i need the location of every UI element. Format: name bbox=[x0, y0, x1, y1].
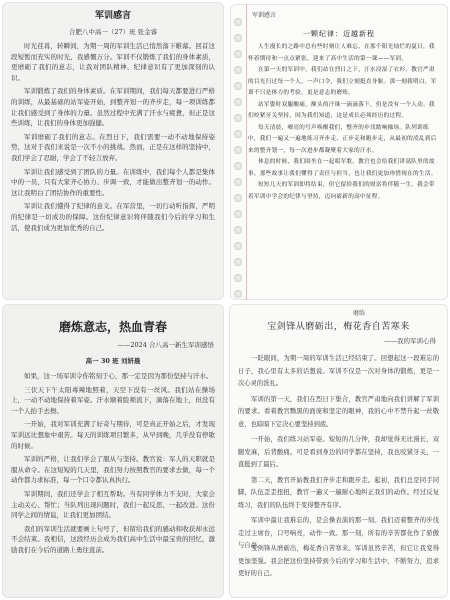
handwritten-notebook-photo bbox=[230, 4, 448, 300]
essay-paragraph: 我们的军训生活就要画上句号了，但留给我们的感动和收获却永远不会结束。我相信，这段经历会成为我们高中生活中最宝贵的回忆，激励我们在今后的道路上勇往直前。 bbox=[11, 524, 215, 554]
handwritten-paragraph: 短短几天的军训即将结束，但它留给我们的财富将伴随一生。我会带着军训中学会的纪律与坚持，迈向崭新的高中征程。 bbox=[248, 182, 435, 200]
essay-title: 军训感言 bbox=[94, 11, 131, 21]
printed-essay-photo bbox=[2, 2, 224, 300]
essay-paragraph: 军训让我们懂得了纪律的意义。在军营里，一切行动听指挥，严明的纪律是一切成功的保障。这份纪律意识将伴随我们今后的学习和生活，使我们成为更加优秀的自己。 bbox=[11, 202, 215, 232]
handwritten-paragraph: 站军姿时双腿酸痛，额头的汗珠一滴滴落下，但是没有一个人动。我们咬紧牙关坚持，因为我们知道，这是成长必须经历的过程。 bbox=[248, 101, 435, 119]
essay-paragraph: 如果，这一场军训令你铭刻于心，那一定是因为那份坚持与汗水。 bbox=[24, 372, 213, 380]
printed-essay-photo-2 bbox=[2, 304, 224, 598]
binder-holes bbox=[234, 18, 242, 290]
handwritten-paragraph: 每天清晨，嘹亮的号声唤醒我们，整齐的步伐踏响操场。队列训练中，我们一遍又一遍地练习齐步走、正步走和跑步走，从最初的凌乱到后来的整齐划一，每一次进步都凝聚着大家的汗水。 bbox=[248, 124, 437, 154]
margin-line bbox=[246, 4, 247, 300]
essay-paragraph: 军训期间，我们还学会了相互帮助。当有同学体力不支时，大家会主动关心、帮忙；当队列出现问题时，我们一起反思、一起改进。这份同学之间的情谊，让我们更加团结。 bbox=[11, 489, 215, 520]
essay-paragraph: 宝剑锋从磨砺出，梅花香自苦寒来。军训虽然辛苦，但它让我变得更加坚强。我会把这份坚持带到今后的学习和生活中，不断努力，追求更好的自己。 bbox=[238, 545, 439, 577]
essay-subtitle: ——2024 合八高一新生军训感悟 bbox=[117, 341, 214, 349]
essay-byline: ——我的军训心得 bbox=[384, 337, 436, 345]
essay-paragraph: 一开始，我们练习站军姿。短短的几分钟，我却觉得无比漫长，双腿发麻，后背酸痛。可是看到身边的同学都在坚持，我也咬紧牙关，一直挺到了最后。 bbox=[238, 436, 439, 468]
essay-title: 宝剑锋从磨砺出，梅花香自苦寒来 bbox=[267, 322, 410, 332]
handwritten-paragraph: 在第一天的军训中，我们站在烈日之下，汗水浸湿了衣衫。教官严肃的目光扫过每一个人，一声口令，我们立刻挺直身躯。那一刻我明白，军训不只是体力的考验，更是意志的磨炼。 bbox=[248, 67, 437, 96]
essay-paragraph: 三伏天下午太阳毒辣地照着，天空下没有一丝风。我们站在操场上，一动不动地保持着军姿。汗水顺着脸颊流下，滴落在地上，但没有一个人抬手去擦。 bbox=[11, 385, 215, 415]
notebook-title: 一颗纪律：迈越新程 bbox=[303, 30, 375, 38]
handwritten-paragraph: 休息的时候，我们围坐在一起唱军歌，教官也会给我们讲部队里的故事。那些故事让我们懂得了责任与担当，也让我们更加珍惜现在的生活。 bbox=[248, 159, 437, 177]
typed-essay-photo bbox=[229, 304, 448, 598]
essay-byline: 高一 30 班 刘妍晨 bbox=[85, 357, 141, 365]
essay-paragraph: 军训中最让我难忘的，是会操表演的那一刻。我们迈着整齐的步伐走过主席台，口号响亮，动作一致。那一刻，所有的辛苦都化作了骄傲与自豪。 bbox=[238, 517, 439, 549]
notebook-header: 军训感言 bbox=[252, 12, 277, 19]
essay-paragraph: 军训让我们感受到了团队的力量。在训练中，我们每个人都是集体中的一员，只有大家齐心协力、步调一致，才能做出整齐划一的动作。这让我明白了团结协作的重要性。 bbox=[11, 167, 215, 197]
handwritten-paragraph: 人生漫长的之路中总有些时刻让人难忘，在那个阳光灿烂的夏日，我怀着期待和一点点紧张，迎来了高中生活的第一课——军训。 bbox=[248, 44, 435, 62]
essay-paragraph: 军训的第一天，我们在烈日下集合，教官严肃地向我们讲解了军训的要求。看着教官黝黑的面庞和坚定的眼神，我的心中不禁升起一丝敬意，也暗暗下定决心要坚持到底。 bbox=[238, 395, 439, 428]
handwritten-annotation: 磨练 bbox=[353, 310, 366, 317]
essay-paragraph: 军训磨砺了我们的意志。在烈日下，我们需要一动不动地保持姿势，这对于我们来说是一次不小的挑战。然而，正是在这样的坚持中，我们学会了忍耐，学会了不轻言放弃。 bbox=[11, 132, 215, 162]
essay-paragraph: 第二天，教官开始教我们齐步走和跑步走。起初，我们总是同手同脚，队伍歪歪扭扭，教官一遍又一遍耐心地纠正我们的动作。经过反复练习，我们的队伍终于变得整齐有序。 bbox=[238, 476, 439, 509]
essay-paragraph: 一开始，我对军训充满了好奇与期待，可是真正开始之后，才发现军训远比想象中艰苦。每天的训练项目繁多，从早到晚，几乎没有停歇的时候。 bbox=[11, 420, 215, 450]
essay-paragraph: 军训锻炼了我们的身体素质。在军训期间，我们每天都要进行严格的训练，从最基础的站军姿开始，到整齐划一的齐步走，每一项训练都让我们感受到了身体的力量。虽然过程中充满了汗水与疲惫，但正是这些训练，让我们的身体更加强健。 bbox=[11, 87, 215, 128]
essay-paragraph: 时光荏苒，转瞬间，为期一周的军训生活已悄然落下帷幕。回首这段短暂而充实的时光，我感慨万分。军训不仅锻炼了我们的身体素质，更磨砺了我们的意志，让我对团队精神、纪律意识有了更加深刻的认识。 bbox=[11, 42, 215, 82]
essay-paragraph: 一眨眼间，为期一周的军训生活已经结束了。回想起这一段难忘的日子，我心里有太多的话想说。军训不仅是一次对身体的锻炼，更是一次心灵的洗礼。 bbox=[238, 355, 439, 387]
essay-paragraph: 军训的严格，让我们学会了服从与坚持。教官说：军人的天职就是服从命令。在这短短的几天里，我们努力按照教官的要求去做，每一个动作都力求标准，每一个口令都认真执行。 bbox=[11, 455, 215, 485]
essay-title: 磨炼意志，热血青春 bbox=[58, 320, 167, 334]
essay-byline: 合肥八中高一（27）班 张金睿 bbox=[68, 28, 158, 36]
